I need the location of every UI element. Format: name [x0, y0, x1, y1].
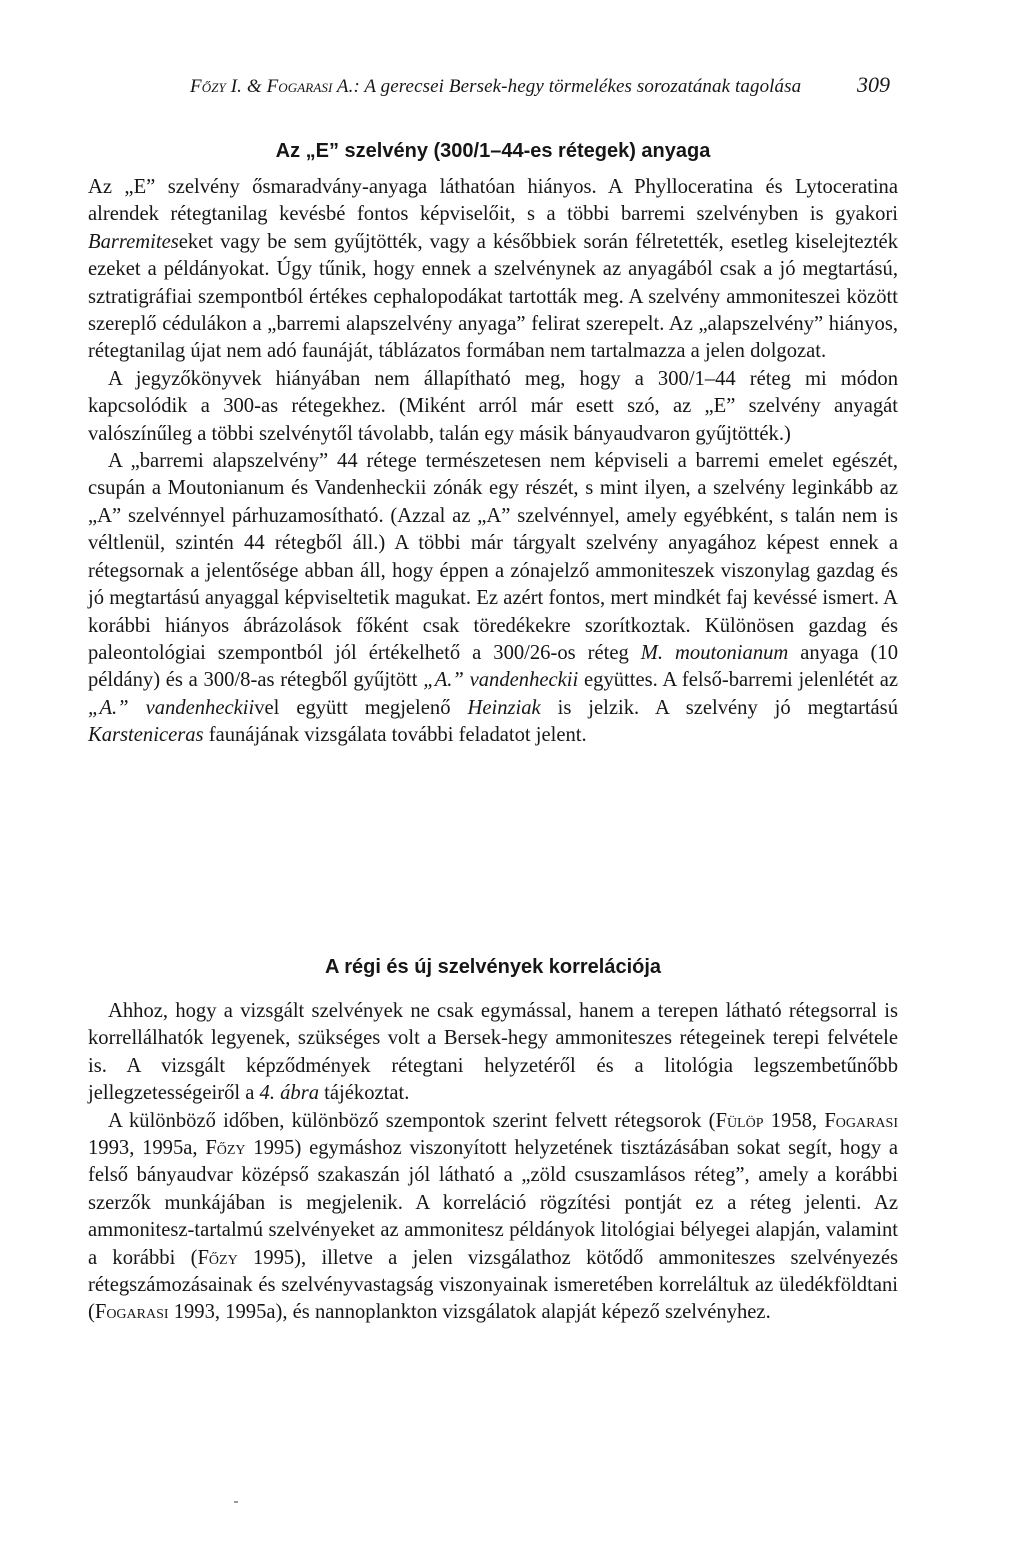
- running-title-text: : A gerecsei Bersek-hegy törmelékes sorozatának tagolása: [353, 76, 802, 97]
- paragraph: A jegyzőkönyvek hiányában nem állapítható meg, hogy a 300/1–44 réteg mi módon kapcsolódik a 300-as rétegekhez. (Miként arról már esett szó, az „E” szelvény anyagát valószínűleg a többi szelvénytől távolabb, talán egy másik bányaudvaron gyűjtötték.): [88, 367, 898, 445]
- section-correlation-body: [88, 998, 898, 1327]
- paragraph: Az „E” szelvény ősmaradvány-anyaga láthatóan hiányos. A Phylloceratina és Lytoceratina alrendek rétegtanilag kevésbé fontos képviselőit, s a többi barremi szelvényben is gyakori Barremiteseket vagy be sem gyűjtötték, vagy a későbbiek során félretették, esetleg kiselejtezték ezeket a példányokat. Úgy tűnik, hogy ennek a szelvénynek az anyagából csak a jó megtartású, sztratigráfiai szempontból értékes cephalopodákat tartották meg. A szelvény ammoniteszei között szereplő cédulákon a „barremi alapszelvény anyaga” felirat szerepelt. Az „alapszelvény” hiányos, rétegtanilag újat nem adó faunáját, táblázatos formában nem tartalmazza a jelen dolgozat.: [88, 176, 898, 363]
- ampersand: &: [241, 76, 267, 97]
- section-heading-correlation: A régi és új szelvények korrelációja: [324, 956, 662, 978]
- page-number: 309: [857, 72, 890, 97]
- running-title: [190, 76, 801, 98]
- author-1: Főzy I.: [190, 76, 242, 97]
- section-e-profile-body: [88, 174, 898, 750]
- scan-speck: [234, 1501, 238, 1503]
- paragraph: A különböző időben, különböző szempontok szerint felvett rétegsorok (Fülöp 1958, Fogarasi 1993, 1995a, Főzy 1995) egymáshoz viszonyított helyzetének tisztázásában sokat segít, hogy a felső bányaudvar középső szakaszán jól látható a „zöld csuszamlásos réteg”, amely a korábbi szerzők munkájában is megjelenik. A korreláció rögzítési pontját ez a réteg jelenti. Az ammonitesz-tartalmú szelvényeket az ammonitesz példányok litológiai bélyegei alapján, valamint a korábbi (Főzy 1995), illetve a jelen vizsgálathoz kötődő ammoniteszes szelvényezés rétegszámozásainak és szelvényvastagság viszonyainak ismeretében korreláltuk az üledékföldtani (Fogarasi 1993, 1995a), és nannoplankton vizsgálatok alapját képező szelvényhez.: [88, 1109, 899, 1324]
- paragraph: Ahhoz, hogy a vizsgált szelvények ne csak egymással, hanem a terepen látható rétegsorral is korrellálhatók legyenek, szükséges volt a Bersek-hegy ammoniteszes rétegeinek terepi felvétele is. A vizsgált képződmények rétegtani helyzetéről és a litológia legszembetűnőbb jellegzetességeiről a 4. ábra tájékoztat.: [88, 1000, 898, 1105]
- section-heading-e-profile: Az „E” szelvény (300/1–44-es rétegek) anyaga: [275, 140, 711, 162]
- paragraph: A „barremi alapszelvény” 44 rétege természetesen nem képviseli a barremi emelet egészét, csupán a Moutonianum és Vandenheckii zónák egy részét, s mint ilyen, a szelvény leginkább az „A” szelvénnyel párhuzamosítható. (Azzal az „A” szelvénnyel, amely egyébként, s talán nem is véltlenül, szintén 44 rétegből áll.) A többi már tárgyalt szelvény anyagához képest ennek a rétegsornak a jelentősége abban áll, hogy éppen a zónajelző ammoniteszek viszonylag gazdag és jó megtartású anyaggal képviseltetik magukat. Ez azért fontos, mert mindkét faj kevéssé ismert. A korábbi hiányos ábrázolások főként csak töredékekre szorítkoztak. Különösen gazdag és paleontológiai szempontból jól értékelhető a 300/26-os réteg M. moutonianum anyaga (10 példány) és a 300/8-as rétegből gyűjtött „A.” vandenheckii együttes. A felső-barremi jelenlétét az „A.” vandenheckiivel együtt megjelenő Heinziak is jelzik. A szelvény jó megtartású Karsteniceras faunájának vizsgálata további feladatot jelent.: [88, 450, 899, 747]
- author-2: Fogarasi A.: [266, 76, 354, 97]
- running-header: [190, 72, 890, 108]
